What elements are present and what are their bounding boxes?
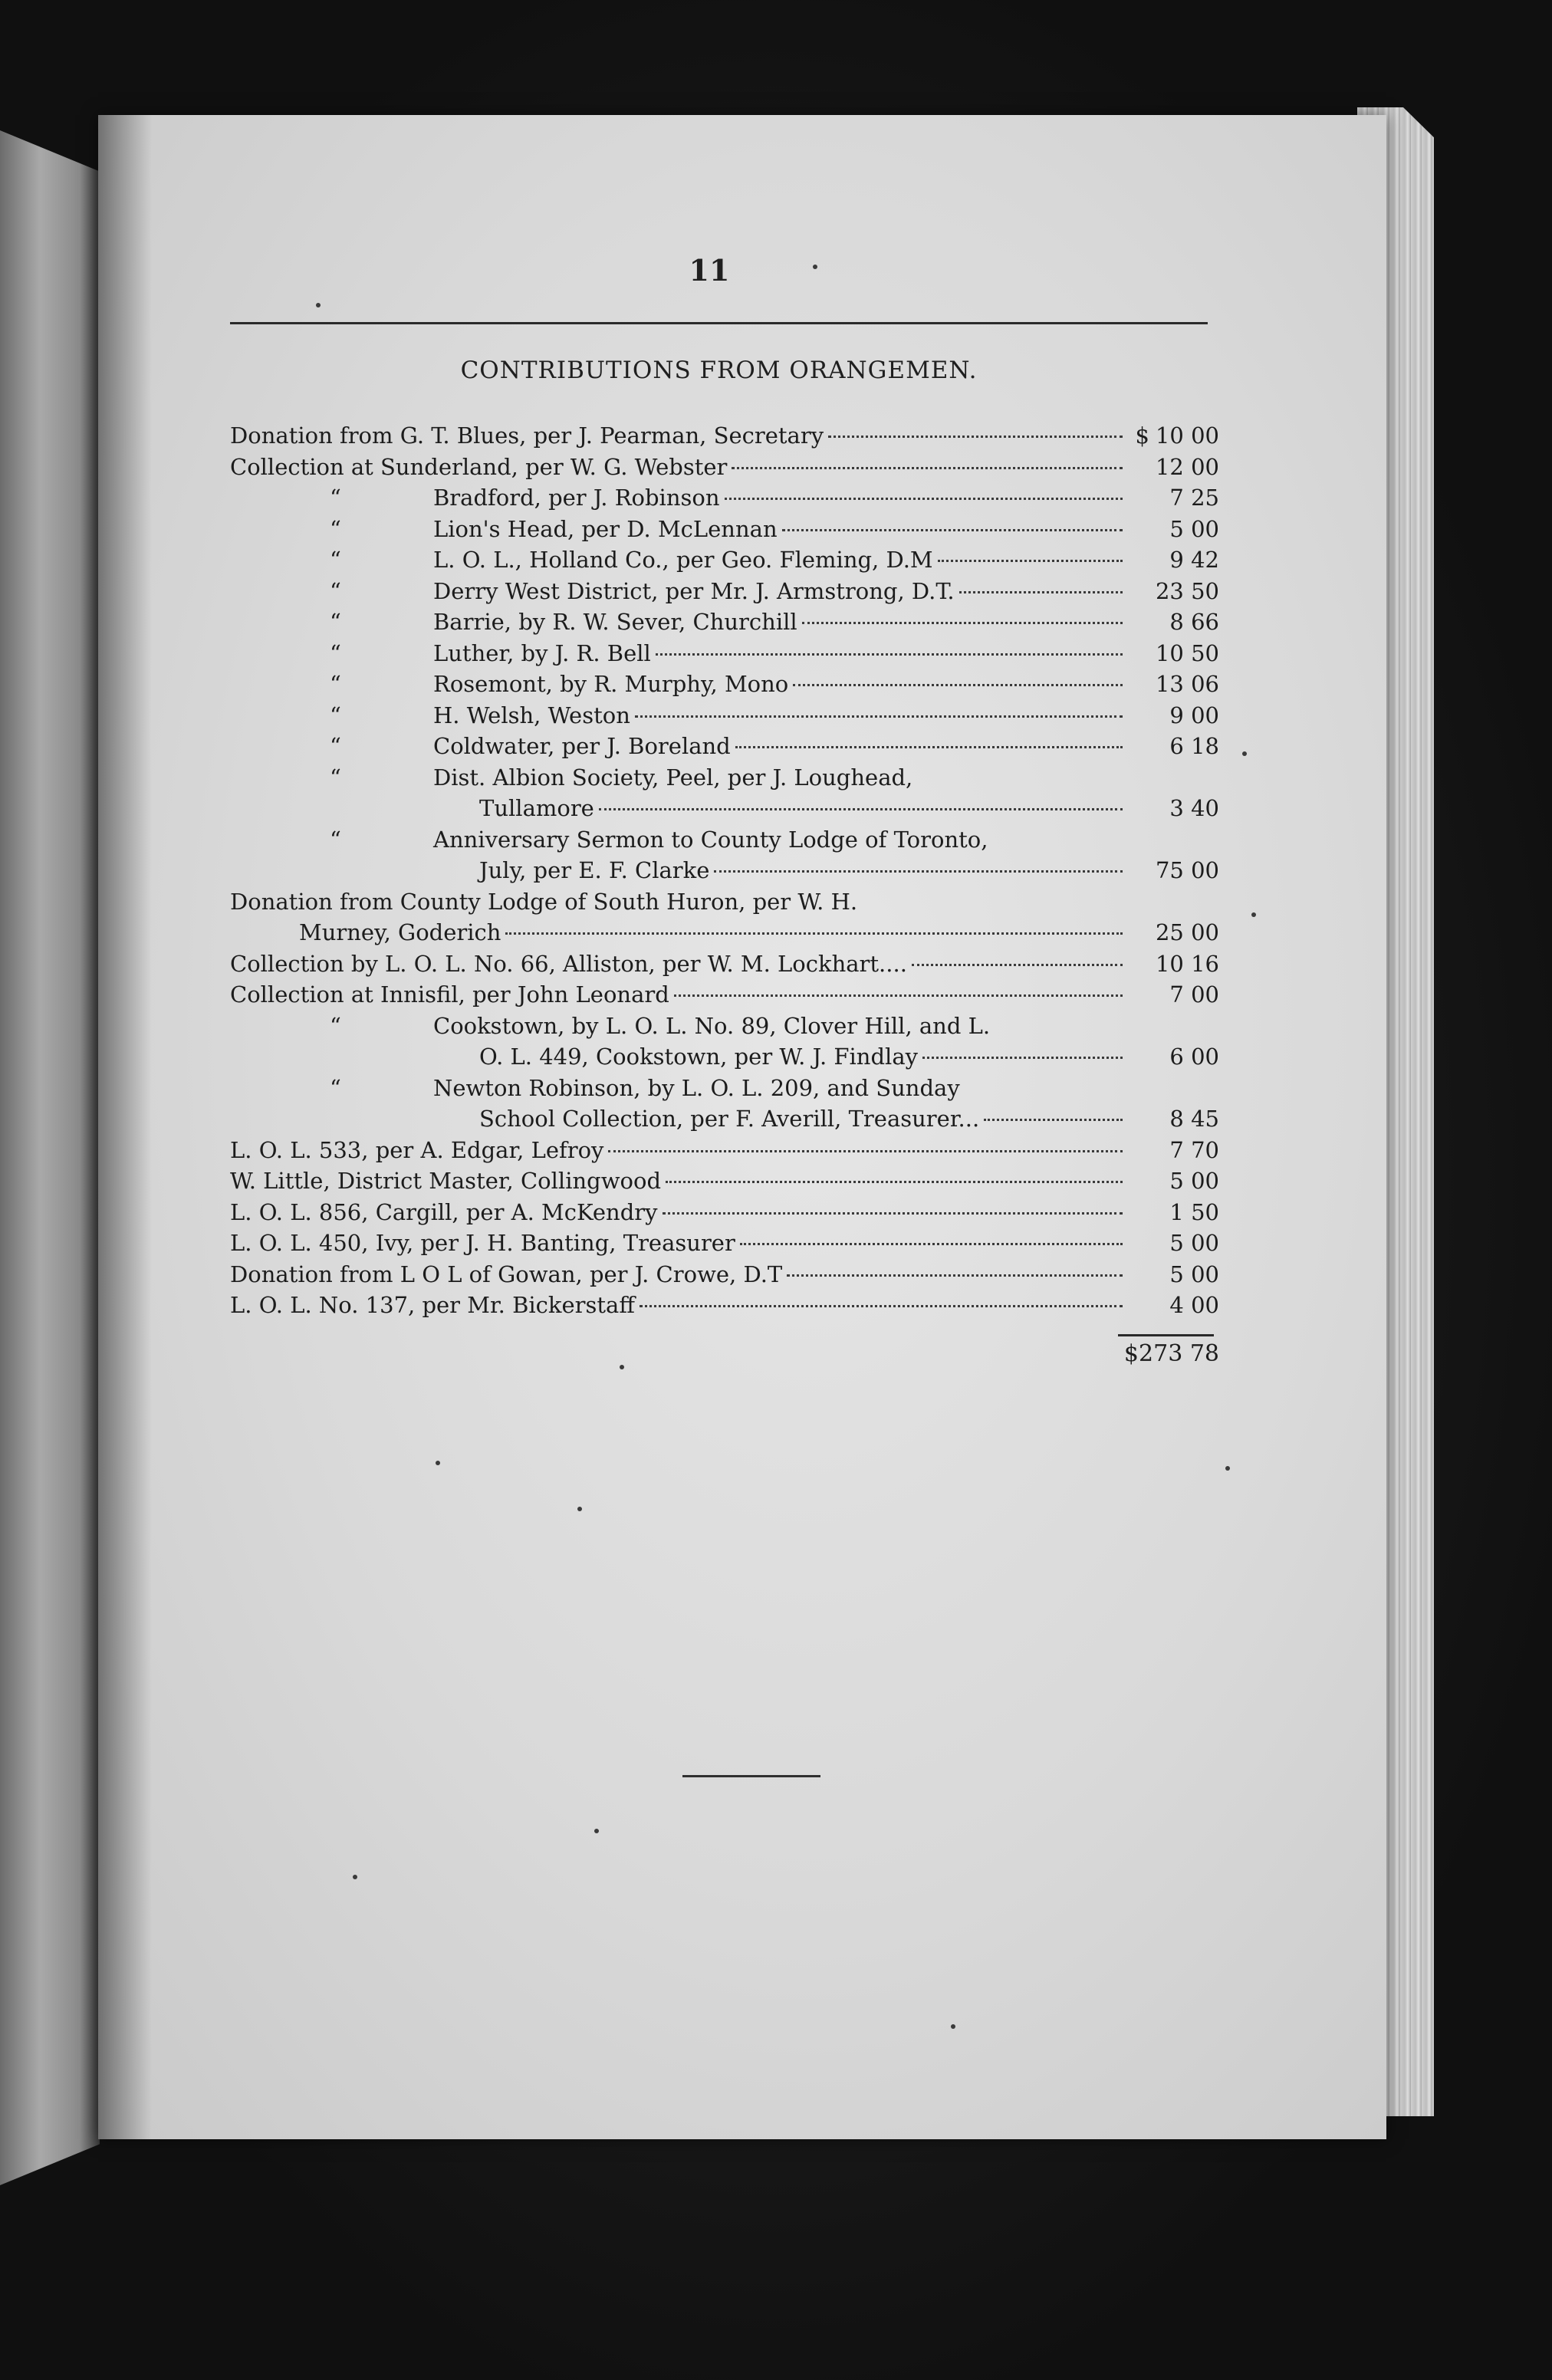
contribution-description: Collection at Sunderland, per W. G. Webster [230, 453, 728, 480]
leader-dots [782, 529, 1123, 531]
ditto-mark: “ [330, 671, 341, 697]
leader-dots [787, 1274, 1123, 1277]
contribution-description: Luther, by J. R. Bell [433, 639, 651, 666]
contribution-description: Donation from County Lodge of South Huron, per W. H. [230, 888, 858, 915]
leader-dots [663, 1212, 1123, 1215]
contribution-row [230, 824, 1219, 856]
total-rule [1118, 1334, 1214, 1336]
contribution-row [230, 420, 1219, 452]
contribution-description: L. O. L. No. 137, per Mr. Bickerstaff [230, 1292, 635, 1318]
amount-value: 7 70 [1169, 1136, 1219, 1163]
gutter-shadow [98, 115, 152, 2139]
speck [436, 1461, 440, 1465]
amount-value: 7 25 [1169, 485, 1219, 511]
contribution-row [230, 1011, 1219, 1042]
contribution-description: L. O. L. 533, per A. Edgar, Lefroy [230, 1136, 604, 1163]
contribution-row [230, 576, 1219, 607]
facing-page-edge [0, 130, 100, 2185]
speck [813, 265, 817, 269]
contribution-amount [1127, 1197, 1219, 1228]
ditto-mark: “ [330, 485, 341, 511]
amount-value: 10 16 [1155, 950, 1219, 977]
contribution-row [230, 1228, 1219, 1259]
leader-dots [725, 498, 1123, 500]
contribution-description: Murney, Goderich [299, 919, 501, 945]
leader-dots [640, 1305, 1123, 1307]
amount-value: 4 00 [1169, 1292, 1219, 1318]
contribution-row [230, 1103, 1219, 1135]
amount-value: 9 42 [1169, 547, 1219, 573]
amount-value: 3 40 [1169, 795, 1219, 821]
leader-dots [635, 715, 1123, 718]
speck [353, 1875, 357, 1879]
contribution-description: Newton Robinson, by L. O. L. 209, and Sunday [433, 1074, 960, 1101]
contribution-amount [1127, 544, 1219, 576]
contribution-amount [1127, 1290, 1219, 1321]
contribution-row [230, 855, 1219, 886]
amount-value: 7 00 [1169, 981, 1219, 1008]
contribution-amount [1127, 917, 1219, 948]
amount-value: 5 00 [1169, 1168, 1219, 1194]
amount-value: 10 50 [1155, 639, 1219, 666]
contribution-row [230, 669, 1219, 700]
speck [316, 303, 321, 307]
contribution-description: Donation from L O L of Gowan, per J. Crowe, D.T [230, 1261, 783, 1287]
contribution-description: Cookstown, by L. O. L. No. 89, Clover Hill, and L. [433, 1012, 991, 1039]
amount-value: 13 06 [1155, 671, 1219, 697]
contribution-amount [1127, 1135, 1219, 1166]
header-rule [230, 322, 1208, 324]
contribution-amount [1127, 638, 1219, 669]
contribution-amount [1127, 948, 1219, 980]
amount-value: 75 00 [1155, 857, 1219, 883]
contribution-row [230, 514, 1219, 545]
contribution-description: L. O. L., Holland Co., per Geo. Fleming, D.M [433, 547, 933, 573]
contribution-amount [1127, 1228, 1219, 1259]
contribution-row [230, 452, 1219, 483]
contribution-description: School Collection, per F. Averill, Treasurer... [479, 1106, 980, 1132]
contribution-row [230, 1290, 1219, 1321]
ditto-mark: “ [330, 515, 341, 542]
leader-dots [828, 436, 1123, 438]
amount-value: 5 00 [1169, 1230, 1219, 1256]
contribution-row [230, 1135, 1219, 1166]
contribution-description: H. Welsh, Weston [433, 702, 630, 728]
leader-dots [732, 467, 1123, 469]
contribution-row [230, 544, 1219, 576]
amount-value: 25 00 [1155, 919, 1219, 945]
contribution-description: Collection by L. O. L. No. 66, Alliston, per W. M. Lockhart.... [230, 950, 907, 977]
contribution-description: Donation from G. T. Blues, per J. Pearman, Secretary [230, 422, 824, 449]
contribution-row [230, 762, 1219, 794]
page-number: 11 [689, 253, 730, 288]
leader-dots [505, 932, 1123, 935]
amount-value: 10 00 [1155, 422, 1219, 449]
speck [620, 1365, 624, 1369]
amount-value: 5 00 [1169, 515, 1219, 542]
amount-value: 6 00 [1169, 1044, 1219, 1070]
contribution-amount [1127, 1165, 1219, 1197]
currency-sign: $ [1135, 422, 1149, 449]
contribution-description: Tullamore [479, 795, 594, 821]
contribution-description: Lion's Head, per D. McLennan [433, 515, 778, 542]
contribution-row [230, 1259, 1219, 1290]
leader-dots [674, 994, 1123, 997]
contribution-amount [1127, 731, 1219, 762]
contribution-row [230, 1165, 1219, 1197]
amount-value: 9 00 [1169, 702, 1219, 728]
contribution-row [230, 607, 1219, 638]
ditto-mark: “ [330, 547, 341, 573]
ditto-mark: “ [330, 1074, 341, 1101]
contribution-description: O. L. 449, Cookstown, per W. J. Findlay [479, 1044, 918, 1070]
contribution-description: Anniversary Sermon to County Lodge of Toronto, [433, 826, 988, 853]
speck [594, 1829, 599, 1833]
contribution-description: L. O. L. 450, Ivy, per J. H. Banting, Treasurer [230, 1230, 735, 1256]
contribution-row [230, 948, 1219, 980]
leader-dots [793, 684, 1123, 686]
leader-dots [740, 1243, 1123, 1245]
contribution-description: L. O. L. 856, Cargill, per A. McKendry [230, 1198, 658, 1225]
contribution-row [230, 638, 1219, 669]
speck [577, 1507, 582, 1511]
contribution-amount [1127, 1041, 1219, 1073]
leader-dots [608, 1150, 1123, 1152]
contribution-description: Barrie, by R. W. Sever, Churchill [433, 609, 797, 635]
ditto-mark: “ [330, 577, 341, 604]
footer-rule [682, 1775, 820, 1777]
total-value: 273 78 [1139, 1340, 1219, 1367]
contribution-description: Bradford, per J. Robinson [433, 485, 720, 511]
contribution-amount [1127, 669, 1219, 700]
contribution-description: Derry West District, per Mr. J. Armstrong, D.T. [433, 577, 955, 604]
total-amount [1104, 1340, 1219, 1367]
leader-dots [938, 560, 1123, 562]
contribution-row [230, 731, 1219, 762]
contribution-row [230, 793, 1219, 824]
amount-value: 12 00 [1155, 453, 1219, 480]
contribution-description: July, per E. F. Clarke [479, 857, 710, 883]
speck [951, 2024, 955, 2029]
leader-dots [656, 653, 1123, 656]
contribution-row [230, 1197, 1219, 1228]
leader-dots [912, 964, 1123, 966]
amount-value: 8 66 [1169, 609, 1219, 635]
ditto-mark: “ [330, 764, 341, 791]
contribution-amount [1127, 700, 1219, 731]
total-currency: $ [1123, 1340, 1139, 1367]
contribution-row [230, 979, 1219, 1011]
leader-dots [599, 808, 1123, 810]
contribution-amount [1127, 979, 1219, 1011]
leader-dots [959, 591, 1123, 593]
contribution-row [230, 1073, 1219, 1104]
amount-value: 6 18 [1169, 733, 1219, 759]
contributions-list [230, 420, 1219, 1321]
ditto-mark: “ [330, 733, 341, 759]
contribution-amount [1127, 607, 1219, 638]
contribution-row [230, 482, 1219, 514]
leader-dots [922, 1057, 1123, 1059]
contribution-amount [1127, 576, 1219, 607]
ditto-mark: “ [330, 702, 341, 728]
contribution-amount [1127, 420, 1219, 452]
amount-value: 1 50 [1169, 1198, 1219, 1225]
leader-dots [984, 1119, 1123, 1121]
contribution-amount [1127, 793, 1219, 824]
ditto-mark: “ [330, 609, 341, 635]
contribution-row [230, 917, 1219, 948]
speck [1251, 912, 1256, 917]
contribution-row [230, 1041, 1219, 1073]
leader-dots [714, 870, 1123, 873]
contribution-description: Coldwater, per J. Boreland [433, 733, 731, 759]
contribution-description: W. Little, District Master, Collingwood [230, 1168, 662, 1194]
ditto-mark: “ [330, 826, 341, 853]
ditto-mark: “ [330, 1012, 341, 1039]
speck [1242, 751, 1247, 756]
contribution-description: Collection at Innisfil, per John Leonard [230, 981, 669, 1008]
leader-dots [735, 746, 1123, 748]
contribution-description: Dist. Albion Society, Peel, per J. Loughead, [433, 764, 913, 791]
ditto-mark: “ [330, 639, 341, 666]
contribution-amount [1127, 1103, 1219, 1135]
amount-value: 8 45 [1169, 1106, 1219, 1132]
leader-dots [802, 622, 1123, 624]
amount-value: 23 50 [1155, 577, 1219, 604]
speck [1225, 1466, 1230, 1471]
contribution-amount [1127, 482, 1219, 514]
contribution-description: Rosemont, by R. Murphy, Mono [433, 671, 789, 697]
contribution-row [230, 700, 1219, 731]
amount-value: 5 00 [1169, 1261, 1219, 1287]
contribution-amount [1127, 514, 1219, 545]
contribution-amount [1127, 452, 1219, 483]
contribution-row [230, 886, 1219, 918]
leader-dots [666, 1181, 1123, 1183]
page-title: CONTRIBUTIONS FROM ORANGEMEN. [460, 357, 978, 384]
contribution-amount [1127, 855, 1219, 886]
contribution-amount [1127, 1259, 1219, 1290]
